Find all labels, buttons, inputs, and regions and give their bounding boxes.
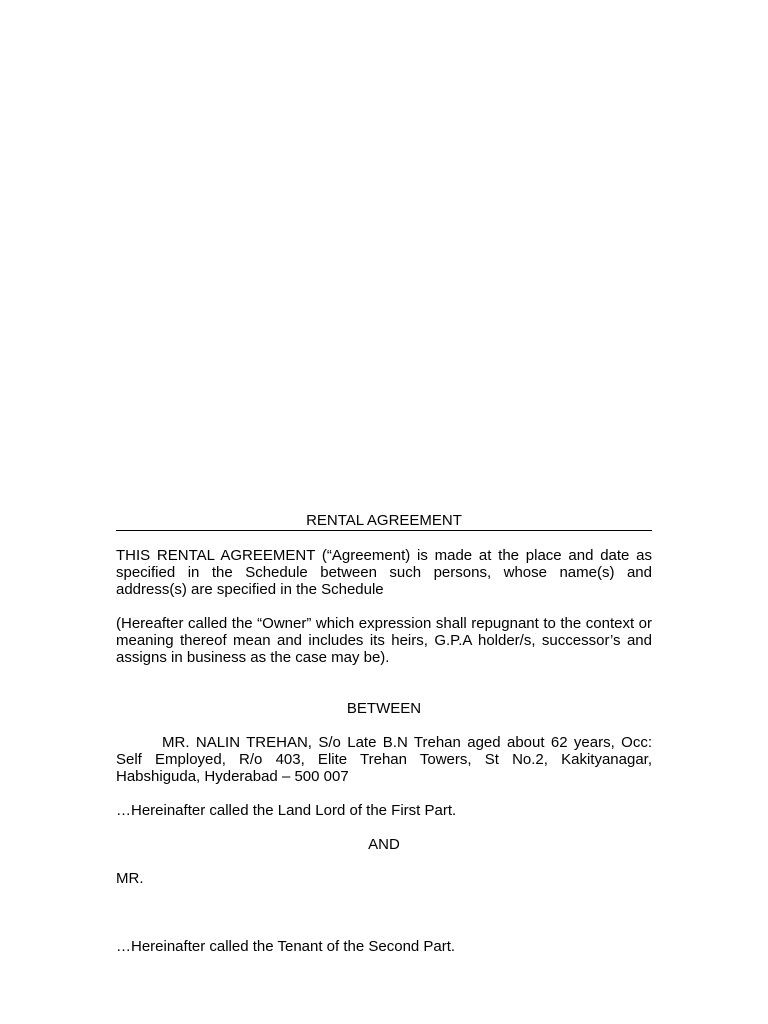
between-heading: BETWEEN — [346, 700, 422, 717]
second-party-role: …Hereinafter called the Tenant of the Second Part. — [116, 938, 456, 955]
second-party-name: MR. — [116, 870, 144, 887]
document-page — [116, 512, 652, 955]
and-heading: AND — [368, 836, 400, 853]
first-party-role: …Hereinafter called the Land Lord of the First Part. — [116, 802, 457, 819]
document-title: RENTAL AGREEMENT — [306, 512, 462, 529]
title-underline — [116, 512, 652, 531]
intro-paragraph: THIS RENTAL AGREEMENT (“Agreement) is made at the place and date as specified in the Schedule between such persons, whose name(s) and address(s) are specified in the Schedule — [116, 547, 652, 598]
owner-clause-paragraph: (Hereafter called the “Owner” which expression shall repugnant to the context or meaning thereof mean and includes its heirs, G.P.A holder/s, successor’s and assigns in business as the case may be). — [116, 615, 652, 666]
first-party-paragraph: MR. NALIN TREHAN, S/o Late B.N Trehan aged about 62 years, Occ: Self Employed, R/o 403, Elite Trehan Towers, St No.2, Kakityanagar, Habshiguda, Hyderabad – 500 007 — [116, 734, 652, 785]
